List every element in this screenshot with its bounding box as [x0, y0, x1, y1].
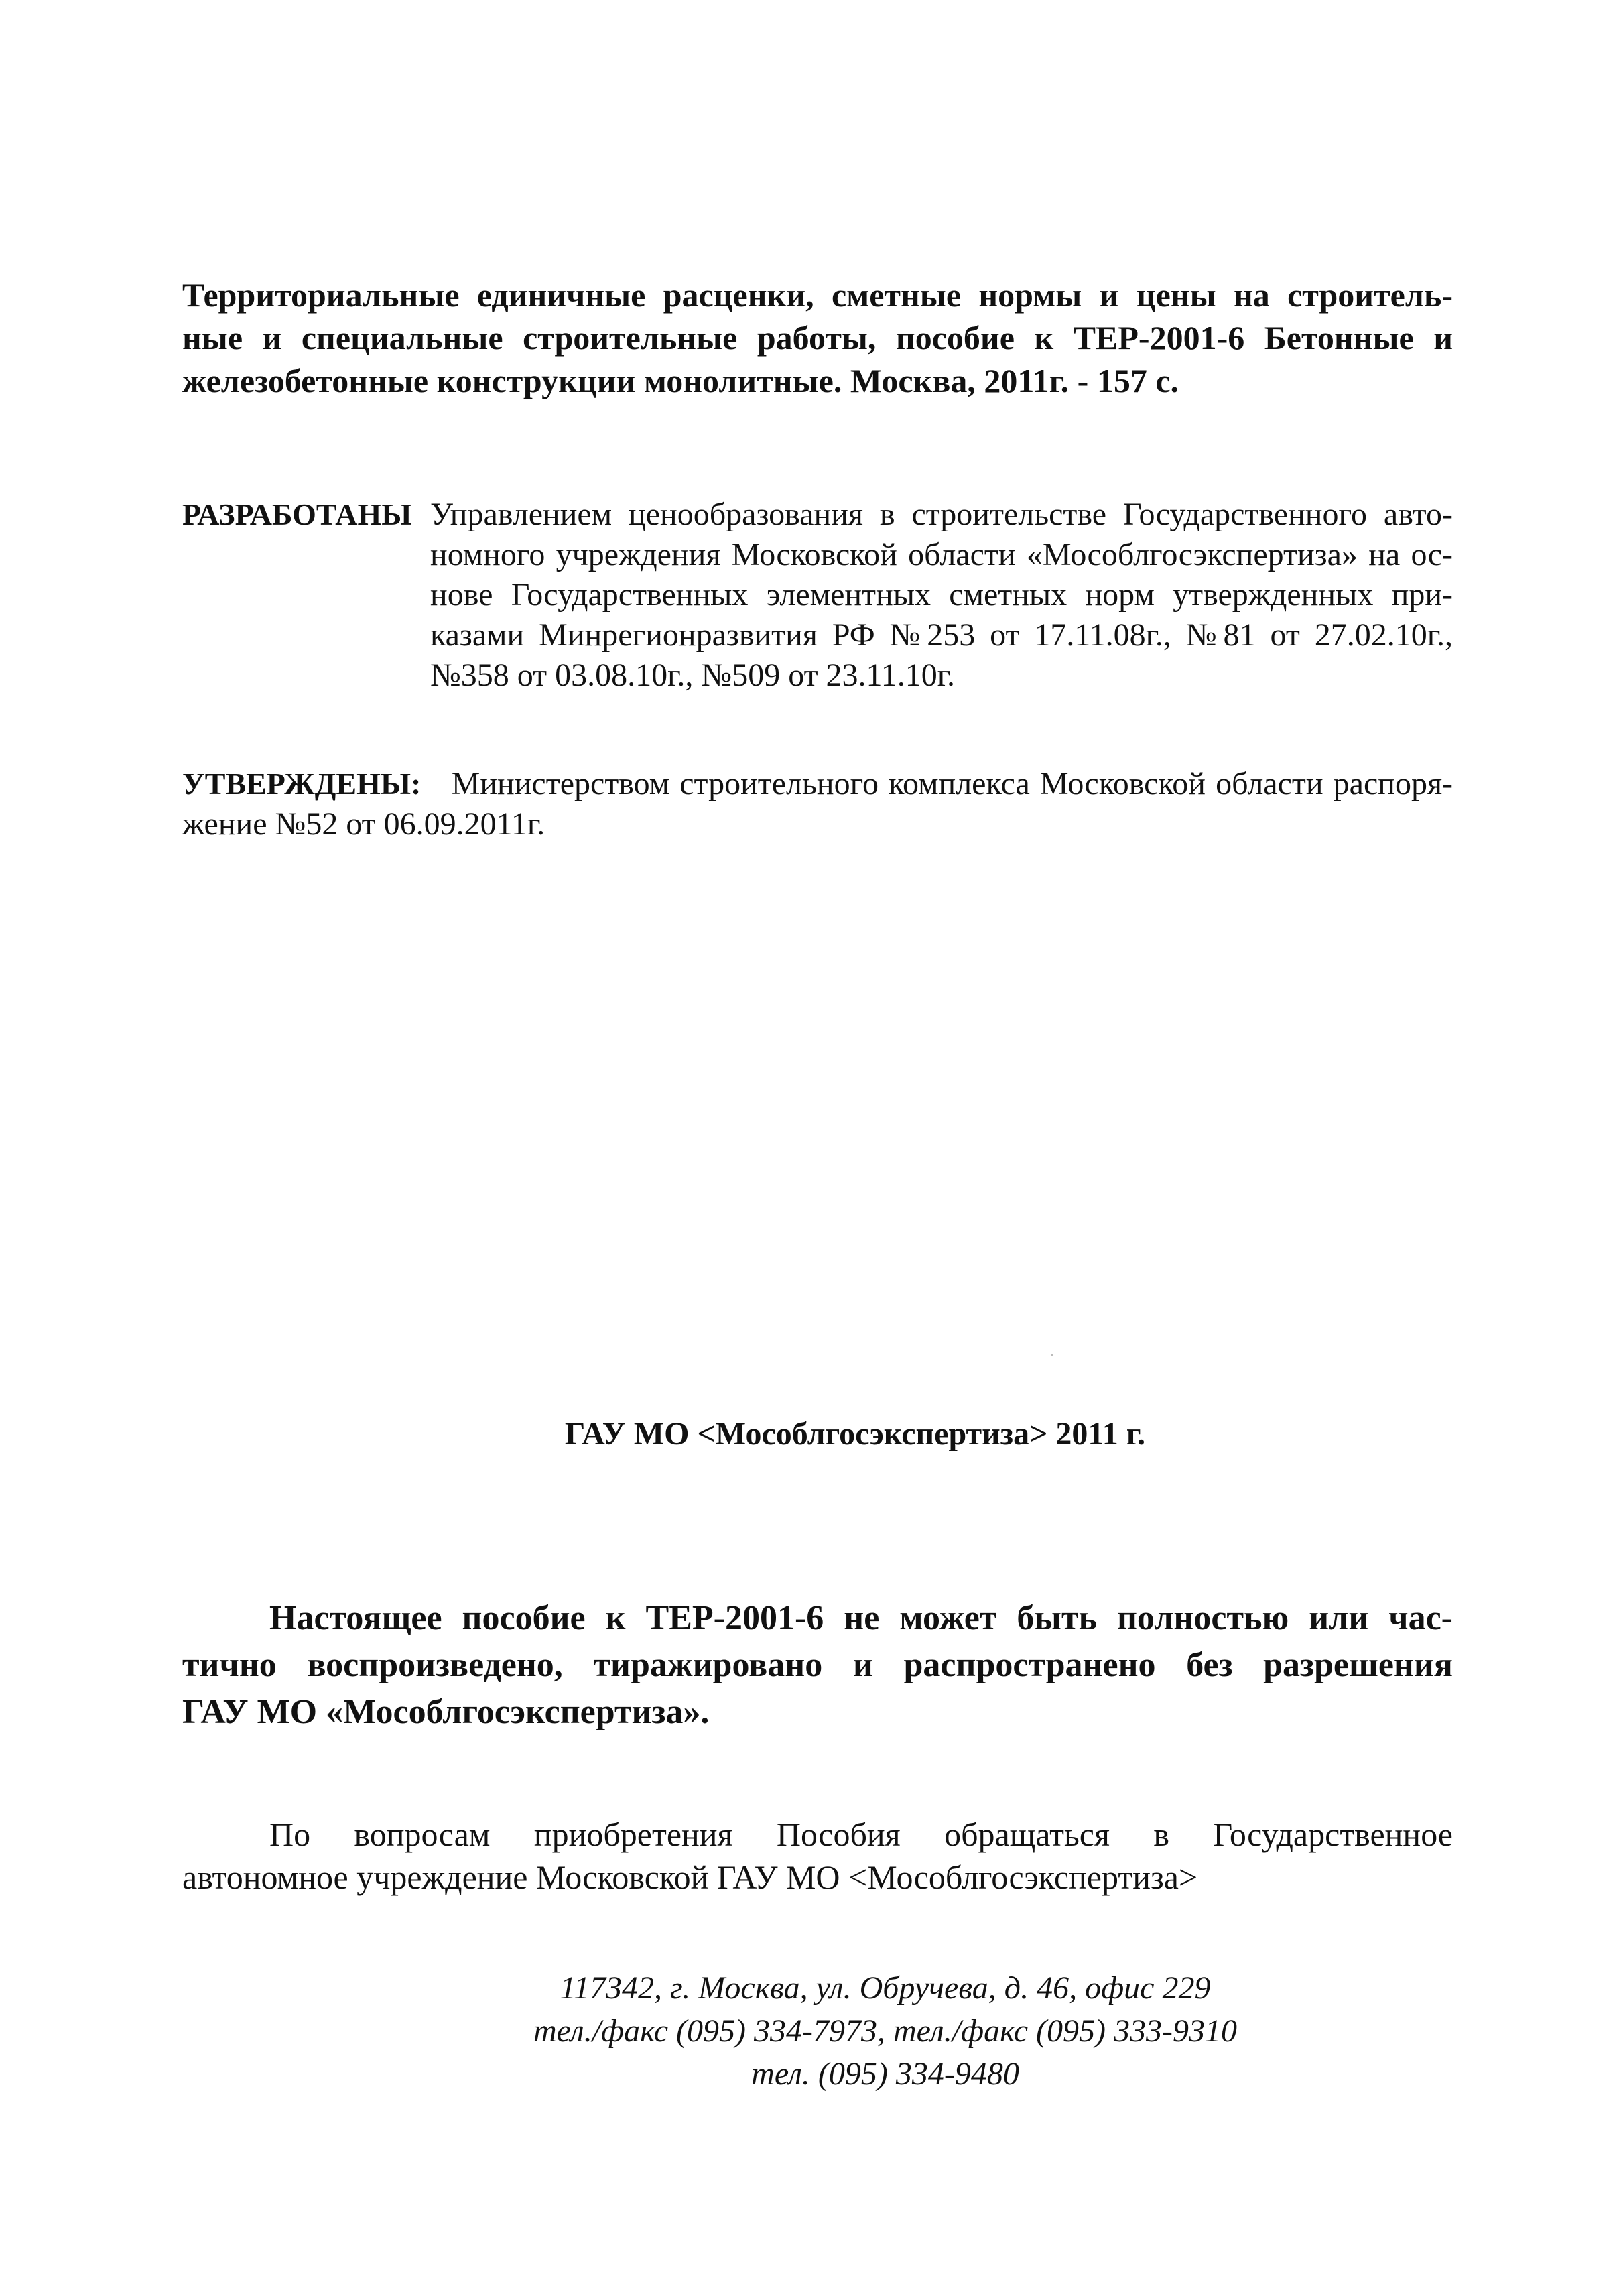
copyright-notice	[182, 1595, 1453, 1736]
notice-line: тично воспроизведено, тиражировано и распространено без разрешения	[182, 1646, 1453, 1684]
contact-paragraph	[182, 1813, 1453, 1899]
developed-line: №358 от 03.08.10г., №509 от 23.11.10г.	[430, 657, 956, 693]
developed-line: Управлением ценообразования в строительстве Государственного авто-	[430, 497, 1453, 532]
notice-line: ГАУ МО «Мособлгосэкспертиза».	[182, 1693, 710, 1731]
scan-speck	[1051, 1354, 1053, 1356]
approved-section	[182, 764, 1453, 844]
approved-label: УТВЕРЖДЕНЫ:	[182, 767, 421, 801]
developed-line: казами Минрегионразвития РФ №253 от 17.11.08г., №81 от 27.02.10г.,	[430, 617, 1453, 653]
title-line: железобетонные конструкции монолитные. Москва, 2011г. - 157 с.	[182, 362, 1179, 399]
publisher-text: ГАУ МО <Мособлгосэкспертиза> 2011 г.	[564, 1416, 1146, 1452]
title-line: ные и специальные строительные работы, пособие к ТЕР-2001-6 Бетонные и	[182, 319, 1453, 357]
approved-line: жение №52 от 06.09.2011г.	[182, 806, 545, 842]
document-title	[182, 273, 1453, 402]
developed-line: номного учреждения Московской области «Мособлгосэкспертиза» на ос-	[430, 537, 1453, 572]
approved-text: Министерством строительного комплекса Московской области распоря-	[451, 766, 1453, 802]
publisher-line	[0, 1414, 1623, 1454]
title-line: Территориальные единичные расценки, сметные нормы и цены на строитель-	[182, 276, 1453, 314]
contact-line: автономное учреждение Московской ГАУ МО <Мособлгосэкспертиза>	[182, 1858, 1198, 1896]
approved-line	[182, 764, 1453, 804]
developed-label: РАЗРАБОТАНЫ	[182, 497, 412, 531]
phone-line: тел./факс (095) 334-7973, тел./факс (095) 333-9310	[533, 2013, 1237, 2049]
address-line: 117342, г. Москва, ул. Обручева, д. 46, офис 229	[560, 1970, 1211, 2006]
phone-line: тел. (095) 334-9480	[751, 2056, 1019, 2092]
developed-text	[430, 495, 1453, 696]
notice-line: Настоящее пособие к ТЕР-2001-6 не может быть полностью или час-	[269, 1599, 1453, 1637]
developed-line: нове Государственных элементных сметных норм утвержденных при-	[430, 577, 1453, 613]
address-block	[0, 1967, 1623, 2096]
contact-line: По вопросам приобретения Пособия обращаться в Государственное	[269, 1815, 1453, 1853]
